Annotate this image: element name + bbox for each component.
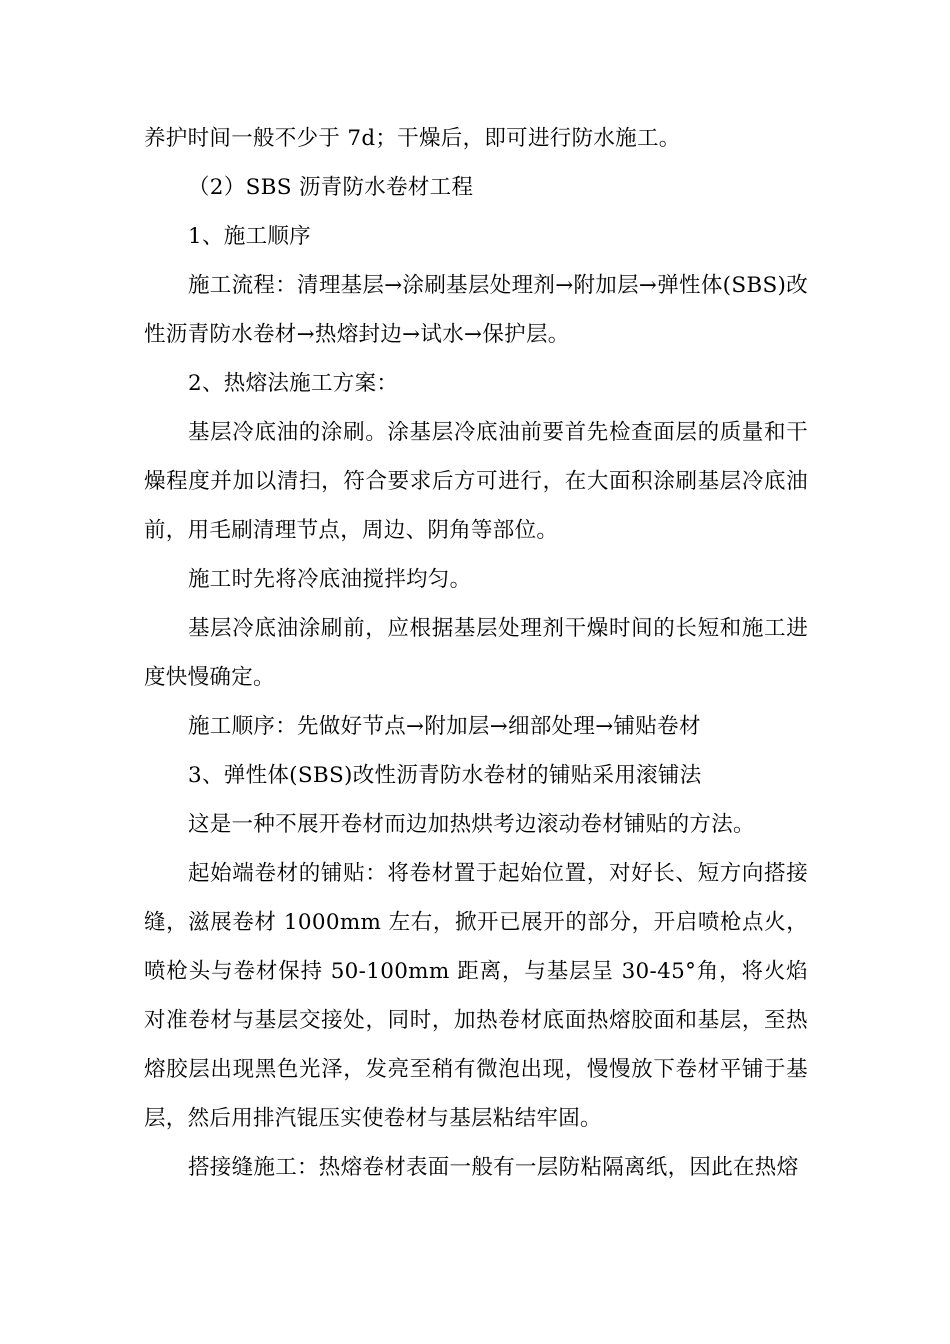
document-page (144, 114, 808, 1192)
heading-roll-method: 3、弹性体(SBS)改性沥青防水卷材的铺贴采用滚铺法 (188, 763, 702, 788)
paragraph-construction-sequence: 施工顺序：先做好节点→附加层→细部处理→铺贴卷材 (188, 714, 701, 739)
paragraph-process-flow: 施工流程：清理基层→涂刷基层处理剂→附加层→弹性体(SBS)改性沥青防水卷材→热熔封边→试水→保护层。 (144, 273, 808, 347)
paragraph-stir-primer: 施工时先将冷底油搅拌均匀。 (188, 567, 472, 592)
heading-construction-order: 1、施工顺序 (188, 224, 311, 249)
paragraph-primer-timing: 基层冷底油涂刷前，应根据基层处理剂干燥时间的长短和施工进度快慢确定。 (144, 616, 808, 690)
paragraph-roll-method-desc: 这是一种不展开卷材而边加热烘考边滚动卷材铺贴的方法。 (188, 812, 755, 837)
paragraph-start-end-laying: 起始端卷材的铺贴：将卷材置于起始位置，对好长、短方向搭接缝，滋展卷材 1000mm 左右，掀开已展开的部分，开启喷枪点火，喷枪头与卷材保持 50-100mm 距离，与基层呈 30-45°角，将火焰对准卷材与基层交接处，同时，加热卷材底面热熔胶面和基层，至热熔胶层出现黑色光泽，发亮至稍有微泡出现，慢慢放下卷材平铺于基层，然后用排汽锟压实使卷材与基层粘结牢固。 (144, 861, 808, 1131)
heading-hot-melt-plan: 2、热熔法施工方案： (188, 371, 399, 396)
paragraph-primer-coating: 基层冷底油的涂刷。涂基层冷底油前要首先检查面层的质量和干燥程度并加以清扫，符合要求后方可进行，在大面积涂刷基层冷底油前，用毛刷清理节点，周边、阴角等部位。 (144, 420, 808, 543)
heading-sbs-membrane: （2）SBS 沥青防水卷材工程 (188, 175, 474, 200)
paragraph-lap-seam: 搭接缝施工：热熔卷材表面一般有一层防粘隔离纸，因此在热熔 (188, 1155, 799, 1180)
paragraph-curing-time: 养护时间一般不少于 7d；干燥后，即可进行防水施工。 (144, 126, 681, 151)
